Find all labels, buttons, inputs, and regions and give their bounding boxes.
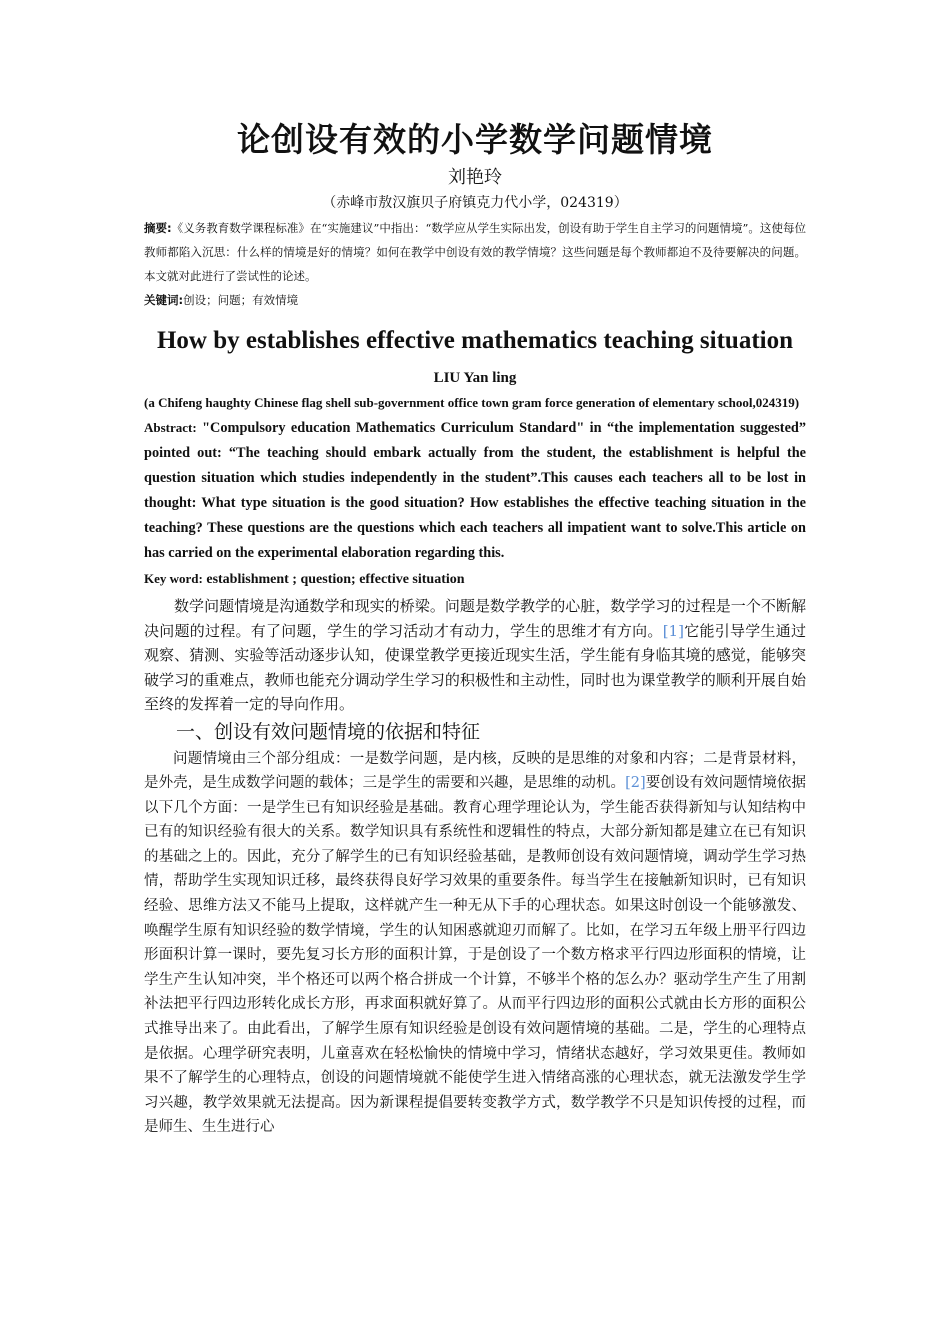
intro-text-2: 它能引导学生通过观察、猜测、实验等活动逐 — [144, 621, 806, 664]
keywords-cn-label: 关键词: — [144, 293, 184, 307]
abstract-cn-text: 《义务教育数学课程标准》在“实施建议”中指出：“数学应从学生实际出发，创设有助于学生自主学习的问题情境”。这使每位教师都陷入沉思：什么样的情境是好的情境？如何在教学中创设有效的教学情境？这些问题是每个教师都迫不及待要解决的问题。本文就对此进行了尝试性的论述。 — [144, 221, 806, 283]
keywords-cn-text: 创设；问题；有效情境 — [183, 293, 299, 307]
affiliation-cn: （赤峰市敖汉旗贝子府镇克力代小学，024319） — [322, 195, 628, 211]
abstract-en-label: Abstract: — [144, 420, 197, 435]
citation-2[interactable]: [2] — [625, 775, 646, 792]
paper-page — [144, 118, 806, 1140]
abstract-cn — [144, 216, 806, 288]
intro-text-4: 教师也能充分调动学生学习的积极性和主动性，同时也为课堂教学的顺利开展自始至终的发挥着一定的导向作用。 — [144, 670, 806, 713]
citation-1[interactable]: [1] — [662, 621, 684, 640]
keywords-en-label: Key word: — [144, 571, 203, 586]
paper-title-en: How by establishes effective mathematics teaching situation — [156, 327, 794, 354]
section-1-heading: 一、创设有效问题情境的依据和特征 — [176, 720, 481, 743]
author-name-en: LIU Yan ling — [433, 370, 517, 386]
intro-text-1: 数学问题情境是沟通数学和现实的桥梁。问题是数学教学的心脏，数学学习的过程是一个不断解决问题的过程。有了问题，学生的学习活动才有动力，学生的思维才有方向。 — [144, 597, 806, 640]
keywords-en — [144, 566, 806, 592]
intro-text-3: 步认知，使课堂教学更接近现实生活，学生能有身临其境的感觉，能够突破学习的重难点， — [144, 646, 806, 689]
abstract-en-text: "Compulsory education Mathematics Curriculum Standard" in “the implementation suggested” pointed out: “The teaching should embark actually from the student, the establishment is helpful the question situation which studies independently in the student”.This causes each teachers all to be lost in thought: What type situation is the good situation? How establishes the effective teaching situation in the teaching? These questions are the questions which each teachers all impatient want to solve.This article on has carried on the experimental elaboration regarding this. — [144, 420, 807, 561]
intro-paragraph — [144, 594, 806, 717]
abstract-cn-label: 摘要: — [144, 221, 172, 235]
author-name-cn: 刘艳玲 — [448, 167, 502, 188]
section-1-text-1: 问题情境由三个部分组成：一是数学问题，是内核，反映的是思维的对象和内容；二是背景材料，是外壳，是生成数学问题的载体；三是学生的需要和兴趣，是思维的动机。 — [144, 750, 806, 792]
abstract-en — [144, 415, 806, 566]
keywords-en-text: establishment ; question; effective situation — [206, 572, 465, 587]
section-1-paragraph — [144, 747, 806, 1141]
affiliation-en: (a Chifeng haughty Chinese flag shell sub-government office town gram force generation of elementary school,024319) — [144, 395, 800, 410]
section-1-text-2: 要创设有效问题情境依据以下几个方面：一是学生已有知识经验是基础。教育心理学理论认为，学生能否获得新知与认知结构中已有的知识经验有很大的关系。数学知识具有系统性和逻辑性的特点，大部分新知都是建立在已有知识的基础之上的。因此，充分了解学生的已有知识经验基础，是教师创设有效问题情境，调动学生学习热情，帮助学生实现知识迁移，最终获得良好学习效果的重要条件。每当学生在接触新知识时，已有知识经验、思维方法又不能马上提取，这样就产生一种无从下手的心理状态。如果这时创设一个能够激发、唤醒学生原有知识经验的数学情境，学生的认知困惑就迎刃而解了。比如，在学习五年级上册平行四边形面积计算一课时，要先复习长方形的面积计算，于是创设了一个数方格求平行四边形面积的情境，让学生产生认知冲突，半个格还可以两个格合拼成一个计算，不够半个格的怎么办？驱动学生产生了用割补法把平行四边形转化成长方形，再求面积就好算了。从而平行四边形的面积公式就由长方形的面积公式推导出来了。由此看出，了解学生原有知识经验是创设有效问题情境的基础。二是，学生的心理特点是依据。心理学研究表明，儿童喜欢在轻松愉快的情境中学习，情绪状态越好，学习效果更佳。教师如果不了解学生的心理特点，创设的问题情境就不能使学生进入情绪高涨的心理状态，就无法激发学生学习兴趣，教学效果就无法提高。因为新课程提倡要转变教学方式，数学教学不只是知识传授的过程，而是师生、生生进行心 — [144, 775, 807, 1136]
paper-title-cn: 论创设有效的小学数学问题情境 — [237, 120, 713, 159]
keywords-cn — [144, 288, 806, 312]
